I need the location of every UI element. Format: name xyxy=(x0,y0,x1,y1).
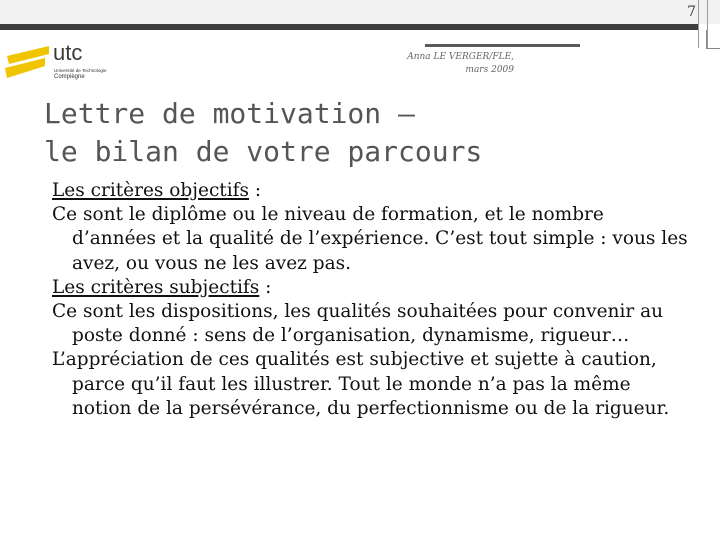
slide-body xyxy=(52,179,692,421)
corner-frame xyxy=(706,30,720,49)
heading-objective-text: Les critères objectifs xyxy=(52,180,249,201)
header-rule xyxy=(0,24,699,30)
heading-subjective-text: Les critères subjectifs xyxy=(52,276,260,298)
paragraph-objective: Ce sont le diplôme ou le niveau de formation, et le nombre d’années et la qualité de l’expérience. C’est tout simple : vous les avez, ou vous ne les avez pas. xyxy=(52,204,688,274)
logo-mark xyxy=(5,42,51,82)
author-date: mars 2009 xyxy=(465,65,514,75)
logo-subtitle: Université de Technologie xyxy=(54,68,107,73)
slide-title xyxy=(44,95,684,171)
top-band xyxy=(0,0,720,24)
author-name: Anna LE VERGER/FLE, xyxy=(407,52,514,62)
title-line-1: Lettre de motivation – xyxy=(44,97,415,130)
heading-subjective xyxy=(52,276,692,300)
page-number: 7 xyxy=(687,4,696,20)
author-info xyxy=(374,51,514,77)
header-divider xyxy=(698,0,699,48)
logo-text: utc xyxy=(53,40,83,65)
utc-logo xyxy=(5,42,120,84)
title-line-2: le bilan de votre parcours xyxy=(44,135,483,168)
logo-subtitle-city: Compiègne xyxy=(54,74,85,80)
header-accent-rule xyxy=(425,44,580,47)
heading-suffix: : xyxy=(259,276,272,298)
paragraph-subjective: Ce sont les dispositions, les qualités souhaitées pour convenir au poste donné : sens de l’organisation, dynamisme, rigueur… xyxy=(52,301,664,347)
paragraph-appreciation: L’appréciation de ces qualités est subjective et sujette à caution, parce qu’il faut les illustrer. Tout le monde n’a pas la même notion de la persévérance, du perfectionnisme ou de la rigueur. xyxy=(52,349,670,419)
heading-objective xyxy=(52,179,692,203)
heading-suffix: : xyxy=(249,180,262,201)
